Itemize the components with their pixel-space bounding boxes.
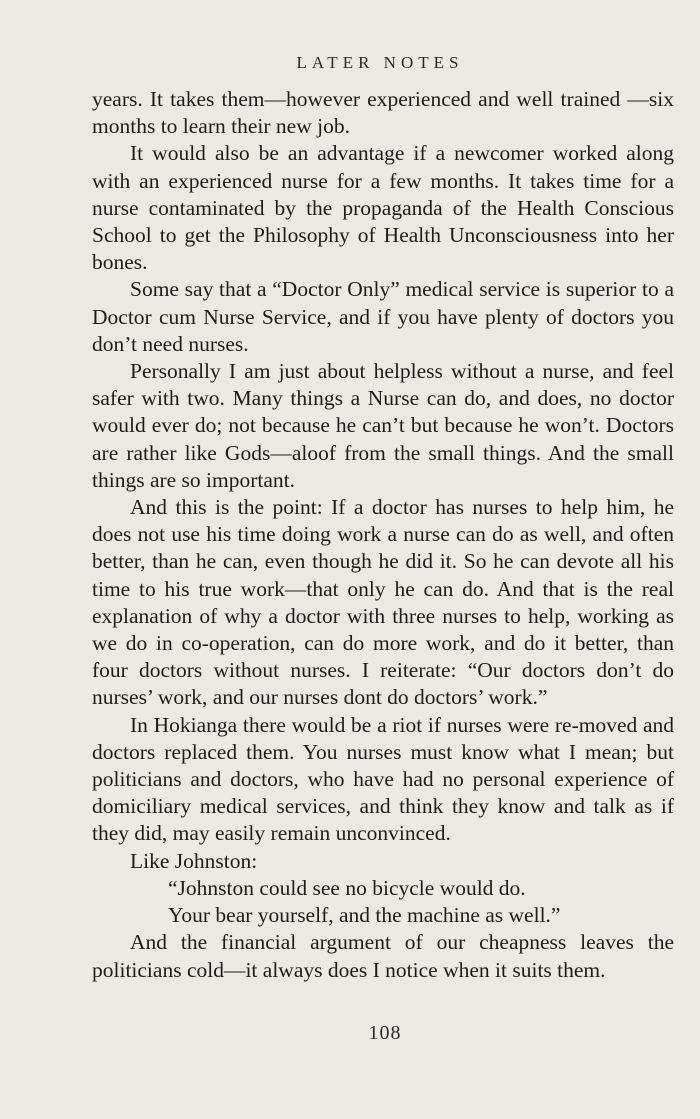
paragraph-closing: And the financial argument of our cheapness leaves the politicians cold—it always does I notice when it suits them. bbox=[92, 930, 674, 982]
paragraph-4: Personally I am just about helpless without a nurse, and feel safer with two. Many things a Nurse can do, and does, no doctor would ever do; not because he can’t but because he won’t. Doctors are rather like Gods—aloof from the small things. And the small things are so important. bbox=[92, 359, 674, 492]
page-number: 108 bbox=[368, 1022, 402, 1044]
paragraph-2: It would also be an advantage if a newcomer worked along with an experienced nurse for a few months. It takes time for a nurse contaminated by the propaganda of the Health Conscious School to get the Philosophy of Health Unconsciousness into her bones. bbox=[92, 141, 674, 275]
paragraph-5: And this is the point: If a doctor has nurses to help him, he does not use his time doing work a nurse can do as well, and often better, than he can, even though he did it. So he can devote all his time to his true work—that only he can do. And that is the real explanation of why a doctor with three nurses to help, working as we do in co-operation, can do more work, and do it better, than four doctors without nurses. I reiterate: “Our doctors don’t do nurses’ work, and our nurses dont do doctors’ work.” bbox=[92, 495, 674, 710]
verse-line-1: “Johnston could see no bicycle would do. bbox=[168, 875, 526, 900]
running-head: LATER NOTES bbox=[296, 53, 464, 72]
paragraph-7: Like Johnston: bbox=[130, 848, 258, 873]
verse-line-2: Your bear yourself, and the machine as well.” bbox=[168, 903, 561, 928]
paragraph-3: Some say that a “Doctor Only” medical service is superior to a Doctor cum Nurse Service, and if you have plenty of doctors you don’t need nurses. bbox=[92, 277, 674, 356]
body-text bbox=[92, 86, 674, 984]
paragraph-1: years. It takes them—however experienced and well trained —six months to learn their new job. bbox=[92, 87, 674, 139]
paragraph-6: In Hokianga there would be a riot if nurses were re-moved and doctors replaced them. You nurses must know what I mean; but politicians and doctors, who have had no personal experience of domiciliary medical services, and think they know and talk as if they did, may easily remain unconvinced. bbox=[92, 712, 674, 846]
